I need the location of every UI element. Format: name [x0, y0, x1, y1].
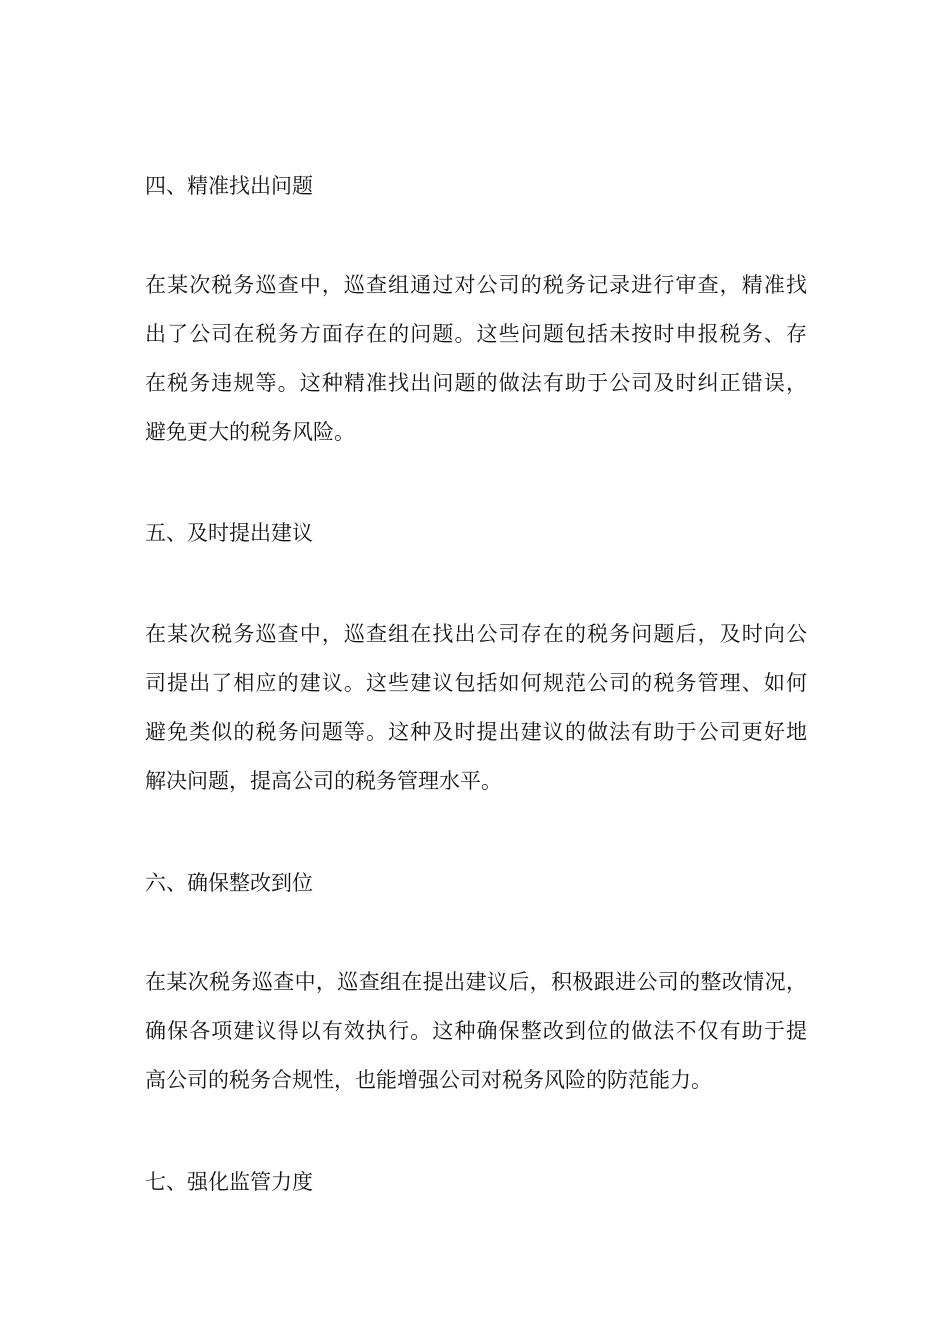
- paragraph-line: 在某次税务巡查中，巡查组通过对公司的税务记录进行审查，精准找: [145, 273, 807, 297]
- section-paragraph-6: [145, 958, 807, 1105]
- paragraph-line: 确保各项建议得以有效执行。这种确保整改到位的做法不仅有助于提: [145, 1019, 807, 1043]
- section-heading-6: 六、确保整改到位: [145, 871, 313, 895]
- paragraph-line: 在某次税务巡查中，巡查组在提出建议后，积极跟进公司的整改情况，: [145, 970, 807, 994]
- paragraph-line: 避免更大的税务风险。: [145, 420, 355, 444]
- paragraph-line: 出了公司在税务方面存在的问题。这些问题包括未按时申报税务、存: [145, 322, 807, 346]
- section-heading-5: 五、及时提出建议: [145, 521, 313, 545]
- paragraph-line: 避免类似的税务问题等。这种及时提出建议的做法有助于公司更好地: [145, 720, 807, 744]
- paragraph-line: 解决问题，提高公司的税务管理水平。: [145, 769, 502, 793]
- section-heading-4: 四、精准找出问题: [145, 174, 313, 198]
- paragraph-line: 在税务违规等。这种精准找出问题的做法有助于公司及时纠正错误，: [145, 371, 807, 395]
- section-paragraph-5: [145, 610, 807, 806]
- section-heading-7: 七、强化监管力度: [145, 1170, 313, 1194]
- section-paragraph-4: [145, 261, 807, 457]
- paragraph-line: 高公司的税务合规性，也能增强公司对税务风险的防范能力。: [145, 1068, 712, 1092]
- paragraph-line: 在某次税务巡查中，巡查组在找出公司存在的税务问题后，及时向公: [145, 622, 807, 646]
- paragraph-line: 司提出了相应的建议。这些建议包括如何规范公司的税务管理、如何: [145, 671, 807, 695]
